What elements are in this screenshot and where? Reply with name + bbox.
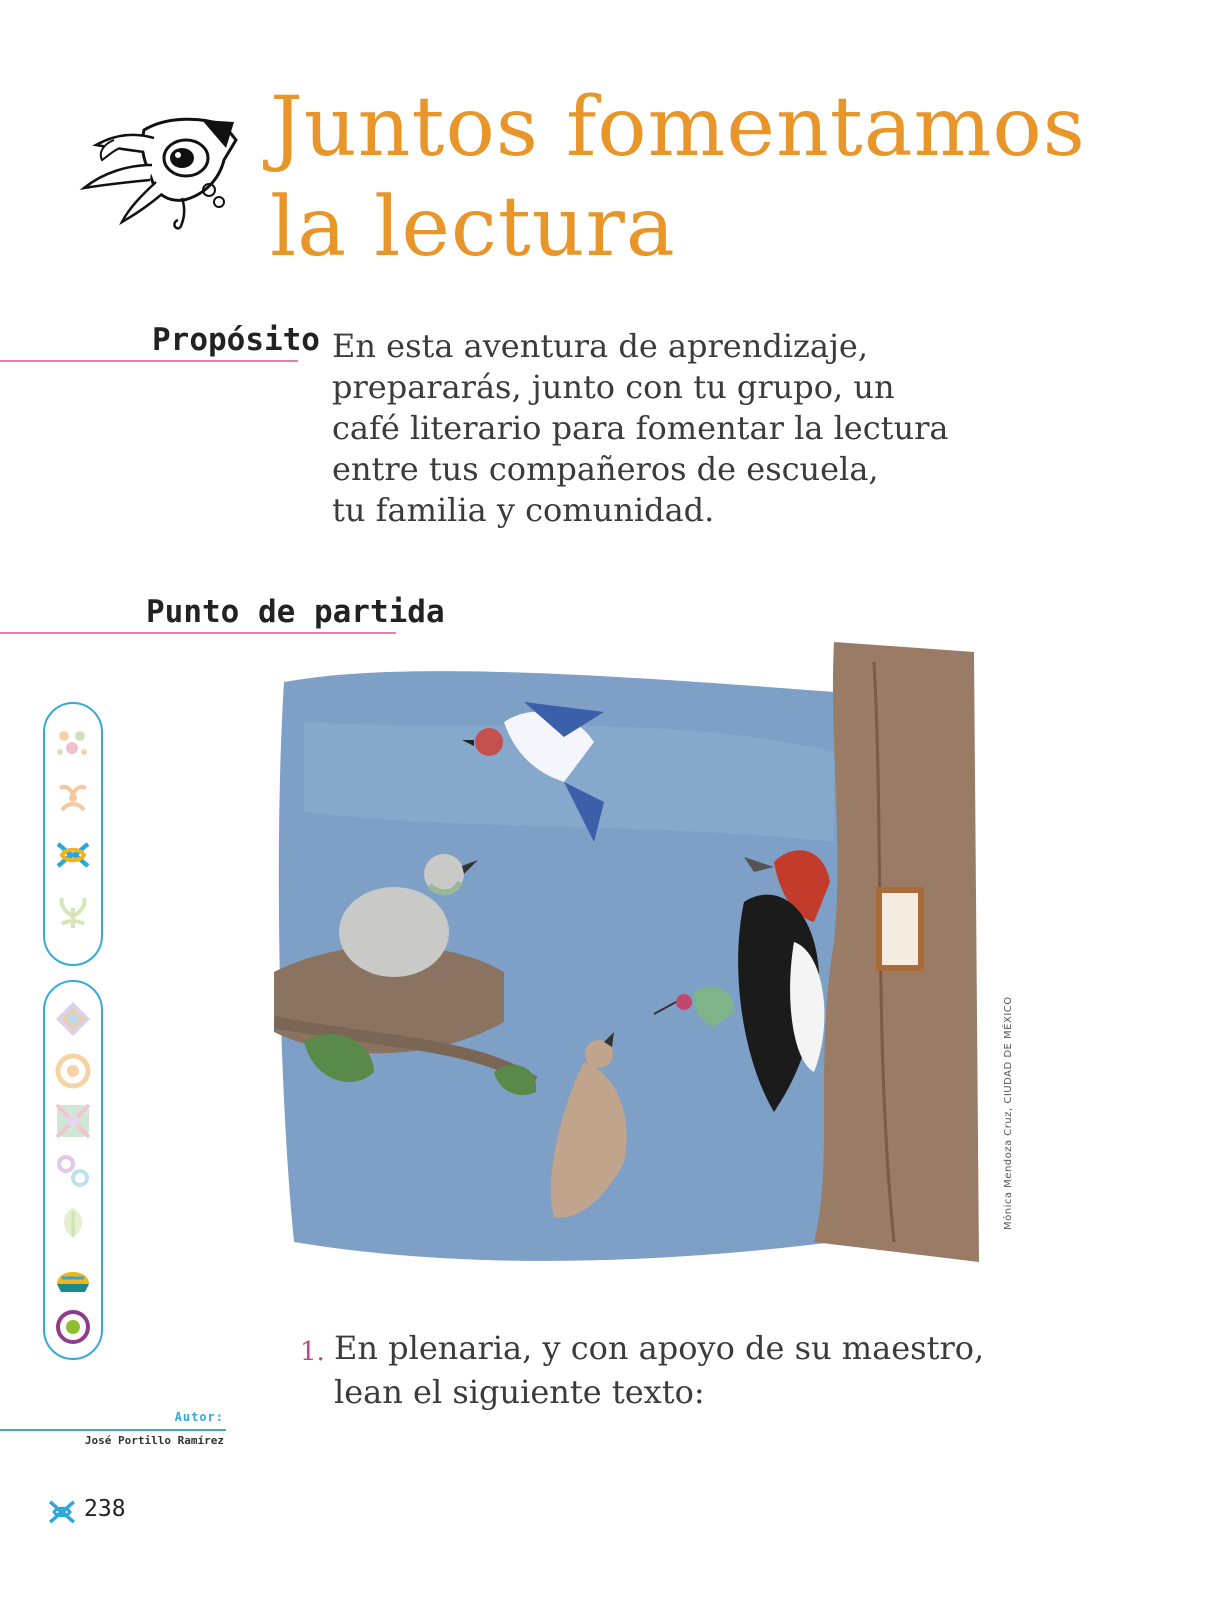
autor-label: Autor:	[174, 1410, 224, 1424]
chain-icon	[54, 1152, 92, 1190]
spiral-icon	[54, 1052, 92, 1090]
proposito-line-4: entre tus compañeros de escuela,	[332, 450, 879, 488]
page-title	[270, 78, 1086, 278]
activity-text	[334, 1326, 984, 1414]
cross-square-icon	[54, 1102, 92, 1140]
punto-de-partida-label: Punto de partida	[146, 594, 445, 630]
autor-name: José Portillo Ramírez	[84, 1434, 224, 1447]
illustration-credit: Mónica Mendoza Cruz, CIUDAD DE MÉXICO	[1003, 996, 1014, 1230]
diamond-icon	[54, 1000, 92, 1038]
sidebar-pill-bottom	[43, 980, 103, 1360]
activity-number: 1.	[300, 1337, 325, 1367]
flower-icon	[54, 724, 92, 762]
proposito-text	[332, 326, 1052, 531]
mythical-creature-logo-icon	[74, 110, 244, 240]
leaf-icon	[54, 1204, 92, 1242]
dancer-icon	[54, 780, 92, 818]
title-line-2: la lectura	[270, 180, 676, 275]
sun-circle-icon	[54, 1308, 92, 1346]
page-emblem-icon	[48, 1498, 76, 1526]
autor-divider	[0, 1429, 226, 1431]
linked-figures-icon	[54, 836, 92, 874]
page-number: 238	[84, 1496, 126, 1522]
plant-figure-icon	[54, 894, 92, 932]
punto-de-partida-underline	[0, 632, 396, 634]
activity-line-1: En plenaria, y con apoyo de su maestro,	[334, 1329, 985, 1367]
birds-watercolor-illustration	[274, 642, 996, 1292]
activity-line-2: lean el siguiente texto:	[334, 1373, 705, 1411]
proposito-line-3: café literario para fomentar la lectura	[332, 409, 949, 447]
sidebar-pill-top	[43, 702, 103, 966]
dome-icon	[54, 1258, 92, 1296]
proposito-label: Propósito	[152, 322, 320, 358]
proposito-line-2: prepararás, junto con tu grupo, un	[332, 368, 895, 406]
proposito-underline	[0, 360, 298, 362]
proposito-line-1: En esta aventura de aprendizaje,	[332, 327, 869, 365]
proposito-line-5: tu familia y comunidad.	[332, 491, 715, 529]
title-line-1: Juntos fomentamos	[270, 80, 1086, 175]
